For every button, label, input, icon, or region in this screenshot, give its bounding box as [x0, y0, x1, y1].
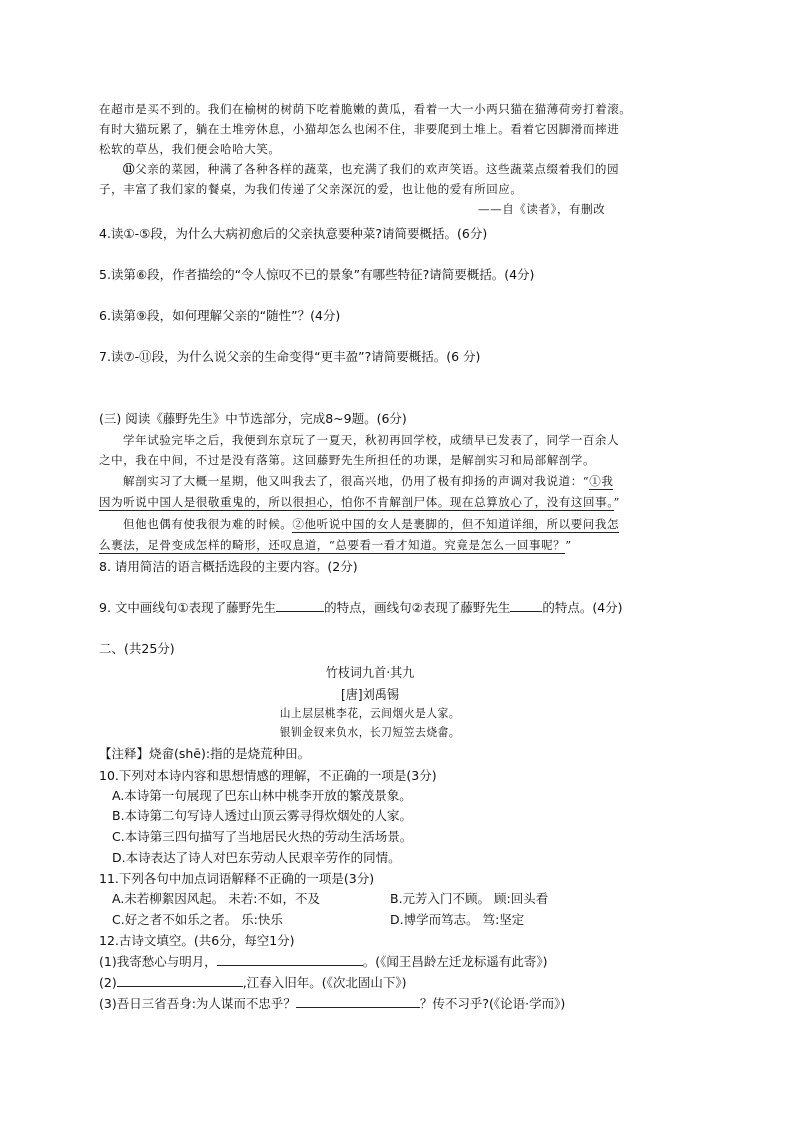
underlined-sentence-2: 么裹法，足骨变成怎样的畸形，还叹息道，“总要看一看才知道。究竟是怎么一回事呢？ [99, 538, 566, 552]
passage-line [99, 494, 620, 510]
question-12-2 [99, 973, 406, 991]
section-3-heading: (三) 阅读《藤野先生》中节选部分，完成8~9题。(6分) [99, 411, 407, 426]
underlined-sentence-2: ②他听说中国的女人是裹脚的，但不知道详细，所以要问我怎 [292, 517, 620, 531]
passage-line: 之中，我在中间，不过是没有落第。这回藤野先生所担任的功课，是解剖实习和局部解剖学。 [99, 453, 596, 467]
paragraph-number: ⑪ [123, 162, 136, 176]
passage-text: ” [565, 538, 572, 552]
question-4: 4.读①-⑤段，为什么大病初愈后的父亲执意要种菜?请简要概括。(6分) [99, 226, 488, 241]
question-7: 7.读⑦-⑪段，为什么说父亲的生命变得“更丰盈”?请简要概括。(6 分) [99, 349, 481, 364]
question-text: 的特点，画线句②表现了藤野先生 [324, 600, 511, 615]
passage-line: 子，丰富了我们家的餐桌，为我们传递了父亲深沉的爱，也让他的爱有所回应。 [99, 182, 523, 196]
question-text: 的特点。(4分) [542, 600, 623, 615]
option-d[interactable]: D.本诗表达了诗人对巴东劳动人民艰辛劳作的同情。 [112, 850, 401, 865]
passage-line: 在超市是买不到的。我们在榆树的树荫下吃着脆嫩的黄瓜，看着一大一小两只猫在猫薄荷旁打着滚。 [99, 102, 632, 116]
poem-note: 【注释】烧畲(shē):指的是烧荒种田。 [99, 746, 311, 761]
answer-blank[interactable] [217, 953, 363, 966]
underlined-sentence-1: ①我 [589, 474, 614, 488]
option-b[interactable]: B.本诗第二句写诗人透过山顶云雾寻得炊烟处的人家。 [112, 808, 413, 823]
question-text: (1)我寄愁心与明月， [99, 954, 217, 969]
passage-line: 学年试验完毕之后，我便到东京玩了一夏天，秋初再回学校，成绩早已发表了，同学一百余人 [123, 433, 620, 447]
question-text: 。(《闻王昌龄左迁龙标遥有此寄》) [362, 954, 548, 969]
passage-text: 解剖实习了大概一星期，他又叫我去了，很高兴地，仍用了极有抑扬的声调对我说道：“ [123, 474, 590, 488]
question-5: 5.读第⑥段，作者描绘的“令人惊叹不已的景象”有哪些特征?请简要概括。(4分) [99, 267, 535, 282]
option-d[interactable]: D.博学而笃志。 笃:坚定 [390, 912, 525, 927]
paragraph-11 [123, 161, 619, 177]
underlined-sentence-1: 因为听说中国人是很敬重鬼的，所以很担心，怕你不肯解剖尸体。现在总算放心了，没有这回事。 [99, 495, 614, 509]
question-12: 12.古诗文填空。(共6分，每空1分) [99, 933, 295, 948]
question-6: 6.读第⑨段，如何理解父亲的“随性”？(4分) [99, 308, 341, 323]
question-text: ,江春入旧年。(《次北固山下》) [242, 975, 407, 990]
poem-line: 银钏金钗来负水，长刀短笠去烧畲。 [279, 725, 461, 739]
passage-line: 有时大猫玩累了，躺在土堆旁休息，小猫却怎么也闲不住，非要爬到土堆上。看着它因脚滑而摔进 [99, 122, 620, 136]
poem-line: 山上层层桃李花，云间烟火是人家。 [279, 706, 461, 720]
poem-author: [唐]刘禹锡 [341, 688, 399, 703]
passage-line [123, 473, 613, 489]
option-a[interactable]: A.本诗第一句展现了巴东山林中桃李开放的繁茂景象。 [112, 788, 412, 803]
question-text: (3)吾日三省吾身:为人谋而不忠乎？ [99, 996, 296, 1011]
passage-source: ——自《读者》，有删改 [478, 202, 606, 216]
passage-line [99, 537, 572, 553]
answer-blank[interactable] [510, 599, 542, 612]
option-a[interactable]: A.未若柳絮因风起。 未若:不如，不及 [112, 891, 320, 906]
option-c[interactable]: C.好之者不如乐之者。 乐:快乐 [112, 912, 283, 927]
poem-title: 竹枝词九首·其九 [325, 666, 415, 681]
option-b[interactable]: B.元芳入门不顾。 顾:回头看 [390, 891, 549, 906]
passage-line: 松软的草丛，我们便会哈哈大笑。 [99, 142, 281, 156]
answer-blank[interactable] [117, 974, 243, 987]
passage-text: ” [613, 495, 621, 509]
question-8: 8. 请用简洁的语言概括选段的主要内容。(2分) [99, 559, 358, 574]
part-2-heading: 二、(共25分) [99, 641, 175, 656]
question-9 [99, 598, 623, 616]
question-12-3 [99, 994, 565, 1012]
passage-text: 但他也偶有使我很为难的时候。 [123, 517, 293, 531]
passage-line [123, 516, 619, 532]
answer-blank[interactable] [296, 995, 420, 1008]
question-text: ？传不习乎?(《论语·学而》) [419, 996, 566, 1011]
question-text: (2) [99, 975, 117, 990]
passage-line: 父亲的菜园，种满了各种各样的蔬菜，也充满了我们的欢声笑语。这些蔬菜点缀着我们的园 [135, 162, 620, 176]
option-c[interactable]: C.本诗第三四句描写了当地居民火热的劳动生活场景。 [112, 829, 413, 844]
question-11: 11.下列各句中加点词语解释不正确的一项是(3分) [99, 871, 375, 886]
question-text: 9. 文中画线句①表现了藤野先生 [99, 600, 277, 615]
answer-blank[interactable] [276, 599, 324, 612]
question-10: 10.下列对本诗内容和思想情感的理解，不正确的一项是(3分) [99, 768, 437, 783]
question-12-1 [99, 952, 547, 970]
